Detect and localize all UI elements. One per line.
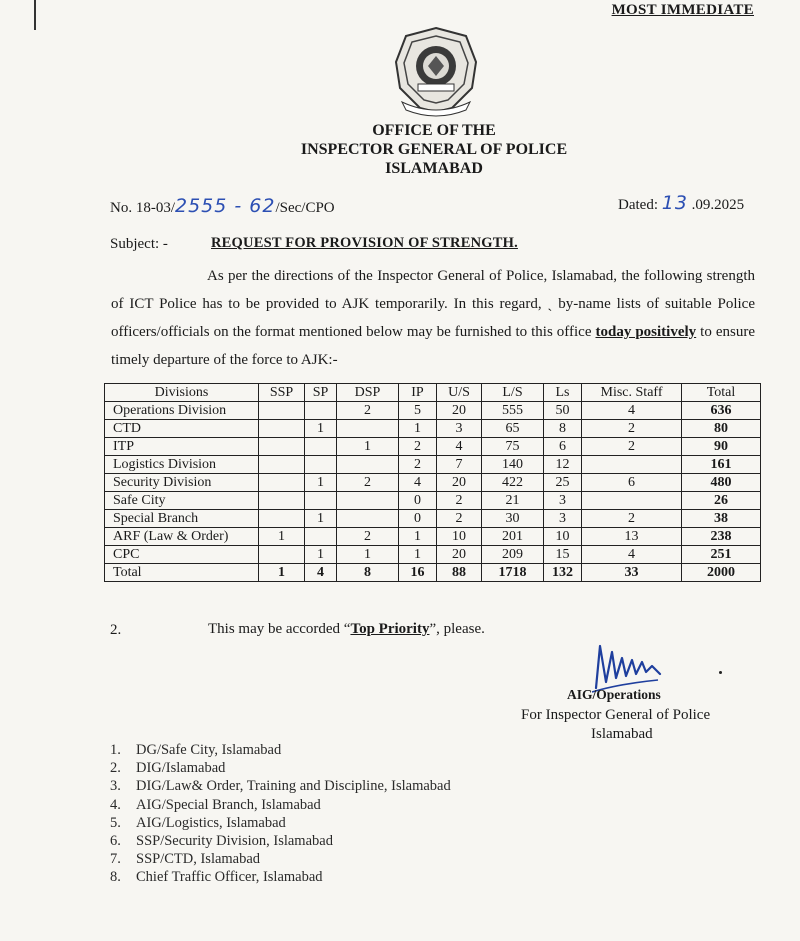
cell-ls: 201 [482, 528, 544, 546]
cell-division: ARF (Law & Order) [105, 528, 259, 546]
handwritten-day: 13 [661, 192, 688, 214]
cell-us: 2 [437, 510, 482, 528]
paragraph-1-mark: ˏ [547, 296, 553, 312]
cell-lady-staff: 25 [544, 474, 582, 492]
cell-ssp [259, 546, 305, 564]
signatory-line-2: For Inspector General of Police [521, 707, 711, 723]
list-item-number: 3. [110, 778, 121, 795]
cell-misc-staff [582, 456, 682, 474]
header-ip: IP [399, 384, 437, 402]
list-item-number: 6. [110, 833, 121, 850]
list-item-text: DG/Safe City, Islamabad [136, 742, 282, 758]
page-edge-mark [34, 0, 36, 30]
cell-division: Security Division [105, 474, 259, 492]
cell-us: 3 [437, 420, 482, 438]
list-item-text: SSP/Security Division, Islamabad [136, 833, 333, 850]
cell-misc-staff [582, 492, 682, 510]
header-lady-staff: Ls [544, 384, 582, 402]
cell-misc-staff: 2 [582, 438, 682, 456]
paragraph-1-emphasis: today positively [595, 324, 697, 340]
cell-total: 251 [682, 546, 761, 564]
header-divisions: Divisions [105, 384, 259, 402]
cell-sp: 1 [305, 474, 337, 492]
list-item-number: 7. [110, 851, 121, 868]
cell-lady-staff: 12 [544, 456, 582, 474]
list-item-number: 1. [110, 742, 121, 758]
cell-ls: 30 [482, 510, 544, 528]
cell-us: 10 [437, 528, 482, 546]
header-dsp: DSP [337, 384, 399, 402]
cell-division: Special Branch [105, 510, 259, 528]
list-item-text: AIG/Logistics, Islamabad [136, 814, 286, 831]
list-item [110, 796, 451, 814]
cell-sp [305, 438, 337, 456]
police-emblem-icon [388, 22, 484, 118]
reference-prefix: No. 18-03/ [110, 200, 175, 216]
cell-ls: 140 [482, 456, 544, 474]
cell-ip: 1 [399, 420, 437, 438]
cell-ls: 422 [482, 474, 544, 492]
cell-total: 238 [682, 528, 761, 546]
cell-total: 90 [682, 438, 761, 456]
list-item-text: DIG/Law& Order, Training and Discipline, Islamabad [136, 778, 451, 795]
list-item-number: 2. [110, 760, 121, 777]
table-row [105, 474, 761, 492]
list-item-number: 4. [110, 796, 121, 813]
cell-total: 2000 [682, 564, 761, 582]
cell-lady-staff: 15 [544, 546, 582, 564]
cell-ssp: 1 [259, 564, 305, 582]
list-item [110, 832, 451, 850]
cell-ls: 1718 [482, 564, 544, 582]
priority-label: MOST IMMEDIATE [611, 2, 754, 18]
cell-ssp [259, 402, 305, 420]
cell-dsp: 2 [337, 402, 399, 420]
cell-misc-staff: 33 [582, 564, 682, 582]
date-line [618, 192, 744, 214]
cell-lady-staff: 132 [544, 564, 582, 582]
cell-division: Safe City [105, 492, 259, 510]
cell-dsp [337, 456, 399, 474]
cell-us: 7 [437, 456, 482, 474]
distribution-list [110, 741, 451, 887]
list-item-text: DIG/Islamabad [136, 760, 226, 777]
cell-ip: 2 [399, 456, 437, 474]
cell-lady-staff: 3 [544, 492, 582, 510]
list-item-text: AIG/Special Branch, Islamabad [136, 796, 321, 813]
table-total-row [105, 564, 761, 582]
paragraph-1-text-c: to ensure timely departure of the force to AJK:- [111, 324, 755, 368]
list-item [110, 741, 451, 759]
cell-misc-staff: 4 [582, 402, 682, 420]
cell-us: 88 [437, 564, 482, 582]
paragraph-1-text-a: As per the directions of the Inspector General of Police, Islamabad, the following strength of ICT Police has to be provided to AJK temporarily. In this regard, [111, 268, 755, 312]
header-misc-staff: Misc. Staff [582, 384, 682, 402]
date-month-year: .09.2025 [691, 197, 745, 213]
cell-ip: 1 [399, 528, 437, 546]
table-row [105, 492, 761, 510]
cell-sp [305, 528, 337, 546]
list-item [110, 814, 451, 832]
office-line-2: INSPECTOR GENERAL OF POLICE [300, 141, 568, 158]
cell-division: Operations Division [105, 402, 259, 420]
cell-ip: 5 [399, 402, 437, 420]
cell-division: Logistics Division [105, 456, 259, 474]
cell-ip: 16 [399, 564, 437, 582]
list-item-number: 5. [110, 814, 121, 831]
list-item [110, 777, 451, 795]
cell-ls: 209 [482, 546, 544, 564]
date-label: Dated: [618, 197, 658, 213]
cell-sp [305, 492, 337, 510]
paragraph-2 [208, 621, 485, 638]
cell-ip: 2 [399, 438, 437, 456]
cell-misc-staff: 13 [582, 528, 682, 546]
office-line-1: OFFICE OF THE [372, 122, 496, 139]
table-header-row [105, 384, 761, 402]
cell-ssp: 1 [259, 528, 305, 546]
cell-lady-staff: 3 [544, 510, 582, 528]
cell-ip: 4 [399, 474, 437, 492]
cell-total: 480 [682, 474, 761, 492]
cell-division: CTD [105, 420, 259, 438]
header-total: Total [682, 384, 761, 402]
cell-misc-staff: 2 [582, 510, 682, 528]
cell-sp: 1 [305, 510, 337, 528]
cell-ssp [259, 492, 305, 510]
list-item-text: Chief Traffic Officer, Islamabad [136, 869, 323, 886]
cell-misc-staff: 6 [582, 474, 682, 492]
paragraph-1 [111, 262, 755, 374]
header-us: U/S [437, 384, 482, 402]
cell-lady-staff: 10 [544, 528, 582, 546]
table-row [105, 528, 761, 546]
cell-dsp: 2 [337, 474, 399, 492]
list-item [110, 868, 451, 886]
table-row [105, 402, 761, 420]
table-body [105, 402, 761, 582]
cell-total: 80 [682, 420, 761, 438]
cell-division: Total [105, 564, 259, 582]
cell-division: ITP [105, 438, 259, 456]
table-row [105, 546, 761, 564]
cell-ssp [259, 510, 305, 528]
cell-total: 26 [682, 492, 761, 510]
signatory-line-3: Islamabad [591, 726, 653, 742]
cell-ls: 21 [482, 492, 544, 510]
paragraph-2-number: 2. [110, 622, 122, 638]
subject-text: REQUEST FOR PROVISION OF STRENGTH. [211, 235, 518, 251]
table-row [105, 420, 761, 438]
cell-ip: 1 [399, 546, 437, 564]
cell-dsp: 1 [337, 438, 399, 456]
cell-dsp [337, 510, 399, 528]
cell-dsp: 1 [337, 546, 399, 564]
cell-dsp [337, 420, 399, 438]
cell-lady-staff: 50 [544, 402, 582, 420]
cell-total: 636 [682, 402, 761, 420]
table-row [105, 510, 761, 528]
cell-dsp [337, 492, 399, 510]
paragraph-1-text-b: by-name lists of suitable Police officers/officials on the format mentioned below may be furnished to this office [111, 296, 755, 340]
list-item-number: 8. [110, 869, 121, 886]
cell-us: 20 [437, 474, 482, 492]
reference-suffix: /Sec/CPO [275, 200, 335, 216]
list-item [110, 850, 451, 868]
cell-ssp [259, 420, 305, 438]
handwritten-dispatch-number: 2555 - 62 [175, 195, 276, 217]
cell-sp: 4 [305, 564, 337, 582]
cell-total: 38 [682, 510, 761, 528]
signatory-title: AIG/Operations [567, 687, 661, 702]
office-line-3: ISLAMABAD [385, 160, 483, 177]
cell-ssp [259, 438, 305, 456]
header-ssp: SSP [259, 384, 305, 402]
subject-label: Subject: - [110, 236, 168, 252]
cell-ls: 555 [482, 402, 544, 420]
cell-us: 4 [437, 438, 482, 456]
cell-ip: 0 [399, 492, 437, 510]
list-item-text: SSP/CTD, Islamabad [136, 851, 261, 868]
cell-dsp: 2 [337, 528, 399, 546]
header-sp: SP [305, 384, 337, 402]
strength-table [104, 383, 761, 582]
header-ls: L/S [482, 384, 544, 402]
paragraph-2-text-b: ”, please. [429, 621, 485, 637]
cell-ls: 65 [482, 420, 544, 438]
table-row [105, 456, 761, 474]
cell-division: CPC [105, 546, 259, 564]
cell-sp: 1 [305, 546, 337, 564]
paragraph-2-text-a: This may be accorded “ [208, 621, 351, 637]
cell-total: 161 [682, 456, 761, 474]
cell-ip: 0 [399, 510, 437, 528]
cell-lady-staff: 6 [544, 438, 582, 456]
cell-lady-staff: 8 [544, 420, 582, 438]
cell-dsp: 8 [337, 564, 399, 582]
cell-ssp [259, 456, 305, 474]
cell-us: 2 [437, 492, 482, 510]
list-item [110, 759, 451, 777]
paragraph-2-emphasis: Top Priority [350, 621, 430, 637]
cell-us: 20 [437, 402, 482, 420]
cell-ls: 75 [482, 438, 544, 456]
cell-sp [305, 402, 337, 420]
reference-number [110, 195, 335, 217]
cell-sp: 1 [305, 420, 337, 438]
cell-sp [305, 456, 337, 474]
cell-misc-staff: 4 [582, 546, 682, 564]
cell-ssp [259, 474, 305, 492]
cell-us: 20 [437, 546, 482, 564]
cell-misc-staff: 2 [582, 420, 682, 438]
ink-dot [719, 671, 722, 674]
table-row [105, 438, 761, 456]
